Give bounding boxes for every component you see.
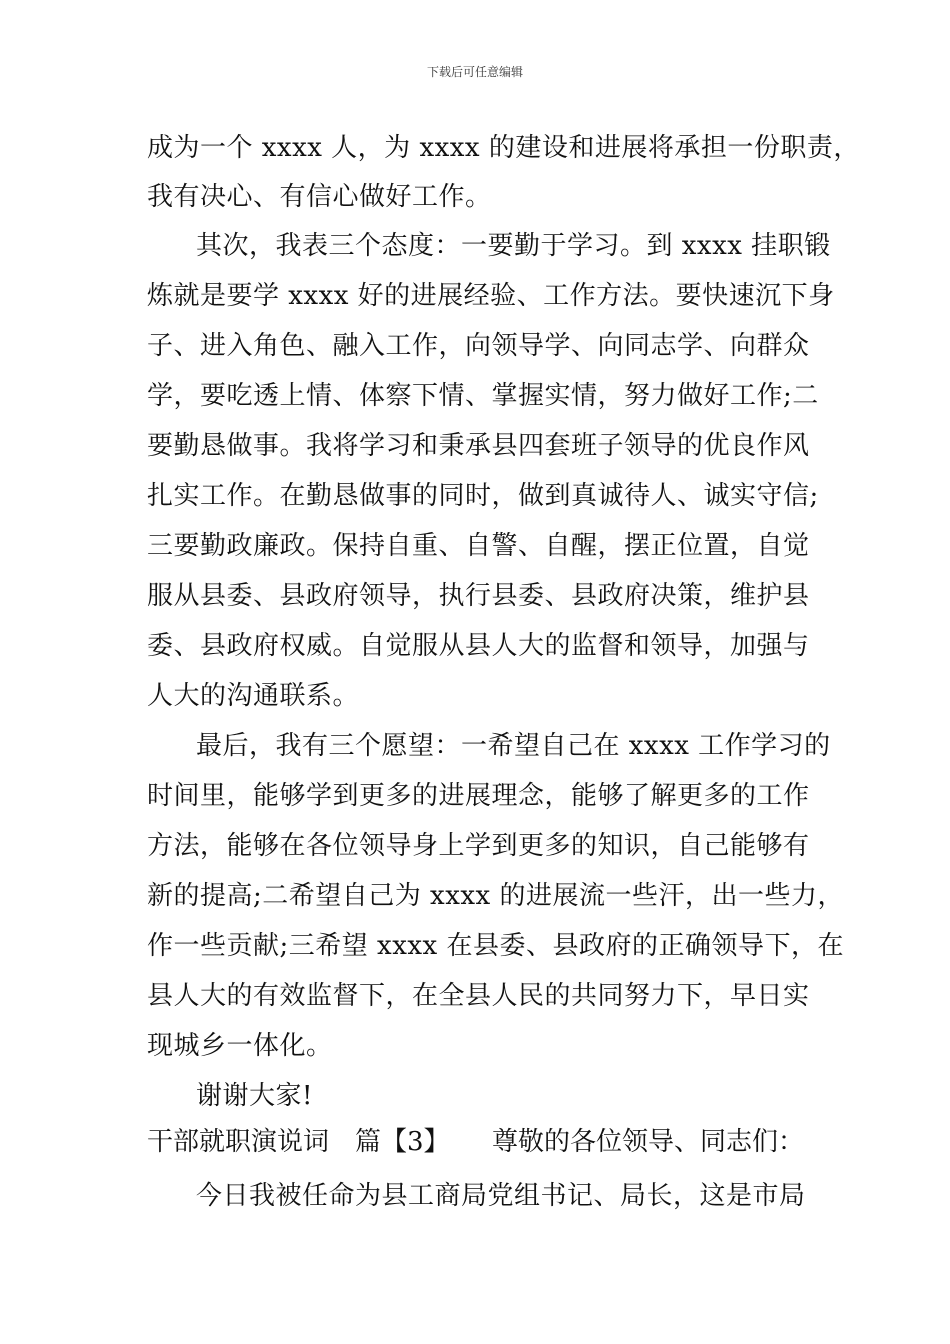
- thanks-line: 谢谢大家!: [196, 1081, 313, 1111]
- text-line: 子、进入角色、融入工作，向领导学、向同志学、向群众: [147, 331, 810, 361]
- text-line: 服从县委、县政府领导，执行县委、县政府决策，维护县: [147, 581, 810, 611]
- section-title: 干部就职演说词 篇【3】: [147, 1127, 450, 1157]
- text-line: 要勤恳做事。我将学习和秉承县四套班子领导的优良作风: [147, 431, 810, 461]
- text-line: 新的提高;二希望自己为 xxxx 的进展流一些汗，出一些力，: [147, 881, 844, 911]
- text-line: 三要勤政廉政。保持自重、自警、自醒，摆正位置，自觉: [147, 531, 810, 561]
- text-line: 县人大的有效监督下，在全县人民的共同努力下，早日实: [147, 981, 810, 1011]
- text-line: 方法，能够在各位领导身上学到更多的知识，自己能够有: [147, 831, 810, 861]
- section-greeting: 尊敬的各位领导、同志们：: [492, 1127, 805, 1157]
- text-line: 作一些贡献;三希望 xxxx 在县委、县政府的正确领导下，在: [147, 931, 844, 961]
- text-line: 人大的沟通联系。: [147, 681, 360, 711]
- text-line: 时间里，能够学到更多的进展理念，能够了解更多的工作: [147, 781, 810, 811]
- text-line: 我有决心、有信心做好工作。: [147, 182, 492, 212]
- text-line: 炼就是要学 xxxx 好的进展经验、工作方法。要快速沉下身: [147, 281, 835, 311]
- header-note: 下载后可任意编辑: [426, 65, 523, 79]
- section-heading-row: [147, 1126, 827, 1158]
- text-line: 最后，我有三个愿望：一希望自己在 xxxx 工作学习的: [196, 731, 831, 761]
- text-line: 成为一个 xxxx 人，为 xxxx 的建设和进展将承担一份职责，: [147, 133, 860, 163]
- text-line: 扎实工作。在勤恳做事的同时，做到真诚待人、诚实守信;: [147, 481, 819, 511]
- text-line: 其次，我表三个态度：一要勤于学习。到 xxxx 挂职锻: [196, 231, 831, 261]
- text-line: 今日我被任命为县工商局党组书记、局长，这是市局: [196, 1181, 806, 1211]
- text-line: 现城乡一体化。: [147, 1031, 333, 1061]
- text-line: 学，要吃透上情、体察下情、掌握实情，努力做好工作;二: [147, 381, 819, 411]
- text-line: 委、县政府权威。自觉服从县人大的监督和领导，加强与: [147, 631, 810, 661]
